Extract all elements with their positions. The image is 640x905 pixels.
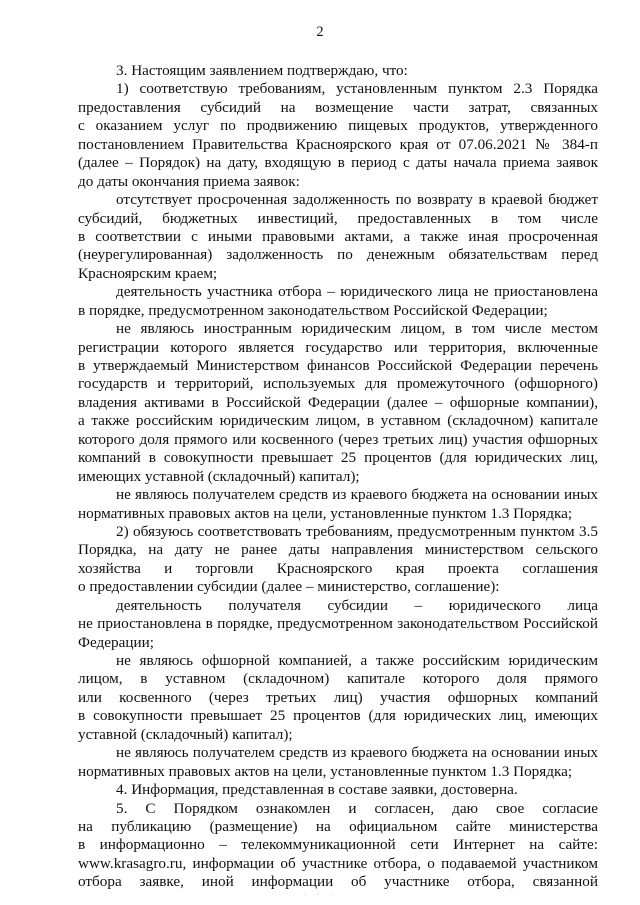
paragraph-p6	[78, 486, 598, 523]
text-line: не приостановлена в порядке, предусмотренном законодательством Российской	[78, 615, 598, 633]
text-line: не являюсь иностранным юридическим лицом, в том числе местом	[116, 320, 598, 338]
text-line: не являюсь получателем средств из краевого бюджета на основании иных	[116, 486, 598, 504]
paragraph-p11	[78, 781, 598, 799]
text-line: 2) обязуюсь соответствовать требованиям, предусмотренным пунктом 3.5	[116, 522, 598, 540]
text-line: или косвенного (через третьих лиц) участия офшорных компаний	[78, 688, 598, 706]
text-line: не являюсь получателем средств из краевого бюджета на основании иных	[116, 744, 598, 762]
text-line: 5. С Порядком ознакомлен и согласен, даю свое согласие	[116, 799, 598, 817]
paragraph-p10	[78, 744, 598, 781]
text-line: Красноярским краем;	[78, 264, 218, 282]
text-line: а также российским юридическим лицом, в уставном (складочном) капитале	[78, 412, 598, 430]
text-line: отбора заявке, иной информации об участнике отбора, связанной	[78, 873, 598, 891]
text-line: в порядке, предусмотренном законодательством Российской Федерации;	[78, 301, 548, 319]
text-line: о предоставлении субсидии (далее – министерство, соглашение):	[78, 578, 500, 596]
text-line: не являюсь офшорной компанией, а также российским юридическим	[116, 652, 598, 669]
paragraph-p12	[78, 800, 598, 892]
text-line: отсутствует просроченная задолженность по возврату в краевой бюджет	[116, 191, 598, 209]
text-line: нормативных правовых актов на цели, установленные пунктом 1.3 Порядка;	[78, 762, 573, 780]
paragraph-p2	[78, 80, 598, 191]
text-line: (далее – Порядок) на дату, входящую в период с даты начала приема заявок	[78, 154, 598, 172]
text-line: 1) соответствую требованиям, установленным пунктом 2.3 Порядка	[116, 80, 598, 98]
text-line: деятельность получателя субсидии – юридического лица	[116, 596, 598, 614]
text-line: Федерации;	[78, 633, 154, 651]
text-line: предоставления субсидий на возмещение части затрат, связанных	[78, 98, 598, 116]
text-line: хозяйства и торговли Красноярского края проекта соглашения	[78, 559, 598, 577]
paragraph-p3	[78, 191, 598, 283]
text-line: нормативных правовых актов на цели, установленные пунктом 1.3 Порядка;	[78, 504, 573, 522]
text-line: с оказанием услуг по продвижению пищевых продуктов, утвержденного	[78, 117, 598, 135]
paragraph-p1	[78, 62, 598, 80]
scan-artifact: · · ·	[303, 890, 337, 899]
text-line: которого доля прямого или косвенного (через третьих лиц) участия офшорных	[78, 430, 598, 448]
text-line: владения активами в Российской Федерации (далее – офшорные компании),	[78, 393, 598, 411]
paragraph-p7	[78, 523, 598, 597]
text-line: регистрации которого является государство или территория, включенные	[78, 338, 598, 356]
text-line: в утверждаемый Министерством финансов Российской Федерации перечень	[78, 357, 598, 374]
text-line: на публикацию (размещение) на официальном сайте министерства	[78, 817, 598, 835]
page-number: 2	[316, 24, 324, 40]
text-line: до даты окончания приема заявок:	[78, 172, 300, 190]
text-line: постановлением Правительства Красноярского края от 07.06.2021 № 384-п	[78, 135, 598, 153]
text-line: лицом, в уставном (складочном) капитале которого доля прямого	[78, 670, 598, 688]
text-line: имеющих уставной (складочный) капитал);	[78, 467, 360, 485]
paragraph-p4	[78, 283, 598, 320]
text-line: уставной (складочный) капитал);	[78, 725, 293, 743]
text-line: Порядка, на дату не ранее даты направления министерством сельского	[78, 541, 598, 559]
document-body	[78, 62, 598, 892]
text-line: 4. Информация, представленная в составе заявки, достоверна.	[116, 781, 518, 799]
text-line: компаний в совокупности превышает 25 процентов (для юридических лиц,	[78, 449, 598, 467]
text-line: деятельность участника отбора – юридического лица не приостановлена	[116, 283, 598, 301]
text-line: государств и территорий, используемых для промежуточного (офшорного)	[78, 375, 598, 393]
paragraph-p8	[78, 597, 598, 652]
paragraph-p5	[78, 320, 598, 486]
paragraph-p9	[78, 652, 598, 744]
text-line: в совокупности превышает 25 процентов (для юридических лиц, имеющих	[78, 707, 598, 725]
text-line: в информационно – телекоммуникационной сети Интернет на сайте:	[78, 836, 598, 854]
text-line: (неурегулированная) задолженность по денежным обязательствам перед	[78, 246, 598, 264]
text-line: субсидий, бюджетных инвестиций, предоставленных в том числе	[78, 209, 598, 227]
text-line: www.krasagro.ru, информации об участнике отбора, о подаваемой участником	[78, 854, 598, 872]
text-line: 3. Настоящим заявлением подтверждаю, что:	[116, 62, 408, 79]
text-line: в соответствии с иными правовыми актами, а также иная просроченная	[78, 227, 598, 245]
